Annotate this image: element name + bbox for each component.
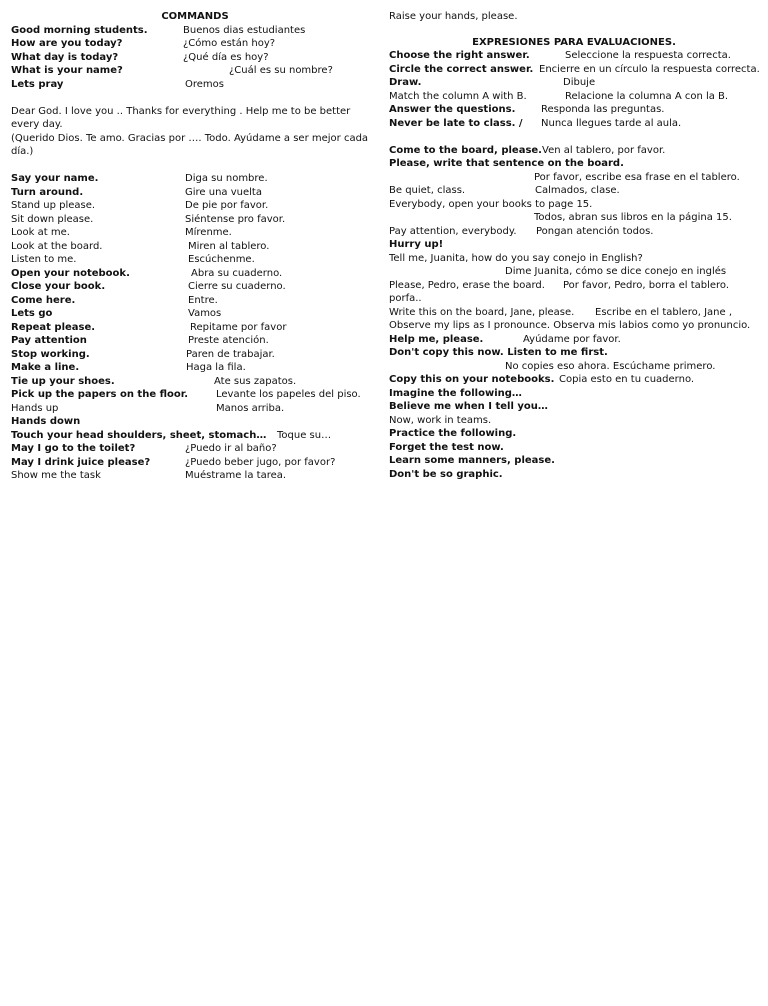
- command-en: Show me the task: [11, 470, 101, 481]
- command-es: ¿Puedo ir al baño?: [185, 443, 277, 454]
- erase-es: Por favor, Pedro, borra el tablero.: [563, 279, 730, 291]
- evaluation-en: Choose the right answer.: [389, 50, 530, 61]
- evaluation-es: Nunca llegues tarde al aula.: [541, 117, 682, 129]
- dont-copy-es: No copies eso ahora. Escúchame primero.: [505, 360, 716, 372]
- command-row: [11, 280, 379, 294]
- command-es: Levante los papeles del piso.: [216, 389, 361, 400]
- command-en: Open your notebook.: [11, 267, 130, 279]
- write-board-row: [389, 306, 759, 320]
- command-es: Paren de trabajar.: [186, 348, 275, 360]
- command-es: Toque su…: [277, 429, 332, 441]
- command-row: [11, 442, 379, 456]
- quiet-row: [389, 184, 759, 198]
- command-en: Look at me.: [11, 227, 70, 238]
- erase-en: Please, Pedro, erase the board.: [389, 279, 545, 291]
- tail-line: Practice the following.: [389, 428, 517, 439]
- come-board-row: [389, 144, 759, 158]
- erase-row: [389, 279, 759, 293]
- command-row: [11, 307, 379, 321]
- pay-attention-row: [389, 225, 759, 239]
- command-row: [11, 388, 379, 402]
- command-en: May I drink juice please?: [11, 456, 151, 468]
- erase-continued: porfa..: [389, 293, 422, 304]
- command-es: Haga la fila.: [186, 362, 246, 373]
- evaluation-row: [389, 90, 759, 104]
- command-row: [11, 253, 379, 267]
- command-en: Pick up the papers on the floor.: [11, 389, 189, 400]
- commands-heading: COMMANDS: [161, 11, 229, 22]
- write-board-es: Escribe en el tablero, Jane ,: [595, 306, 732, 318]
- copy-notebooks-en: Copy this on your notebooks.: [389, 374, 555, 385]
- tell-me-es: Dime Juanita, cómo se dice conejo en inglés: [505, 266, 727, 277]
- command-en: May I go to the toilet?: [11, 443, 136, 454]
- command-row: [11, 213, 379, 227]
- pay-attention-en: Pay attention, everybody.: [389, 225, 517, 237]
- help-en: Help me, please.: [389, 333, 484, 345]
- evaluation-es: Encierre en un círculo la respuesta correcta.: [539, 63, 760, 75]
- evaluation-row: [389, 103, 759, 117]
- greeting-en: Good morning students.: [11, 24, 148, 36]
- evaluation-row: [389, 76, 759, 90]
- command-es: Muéstrame la tarea.: [185, 470, 287, 481]
- command-row: [11, 456, 379, 470]
- command-es: Manos arriba.: [216, 402, 285, 414]
- evaluation-en: Never be late to class. /: [389, 117, 523, 129]
- tail-line: Imagine the following…: [389, 387, 522, 399]
- greeting-row: [11, 51, 379, 65]
- greeting-es: ¿Cómo están hoy?: [183, 38, 276, 49]
- greeting-es: ¿Cuál es su nombre?: [229, 65, 333, 76]
- command-row: [11, 469, 379, 483]
- command-es: Mírenme.: [185, 227, 232, 238]
- greeting-en: Lets pray: [11, 78, 64, 90]
- command-es: Gire una vuelta: [185, 186, 262, 198]
- command-en: Listen to me.: [11, 254, 77, 265]
- raise-hands: Raise your hands, please.: [389, 11, 518, 22]
- tail-line: Now, work in teams.: [389, 414, 492, 426]
- evaluation-es: Dibuje: [563, 77, 596, 88]
- command-es: Entre.: [188, 294, 218, 306]
- help-es: Ayúdame por favor.: [523, 333, 621, 345]
- tail-line: Forget the test now.: [389, 441, 504, 453]
- help-row: [389, 333, 759, 347]
- evaluation-en: Match the column A with B.: [389, 90, 527, 102]
- command-es: Escúchenme.: [188, 254, 255, 265]
- command-es: Miren al tablero.: [188, 240, 270, 252]
- command-row: [11, 186, 379, 200]
- command-en: Close your book.: [11, 281, 106, 292]
- command-es: De pie por favor.: [185, 200, 269, 211]
- evaluation-row: [389, 117, 759, 131]
- command-row: [11, 375, 379, 389]
- greeting-en: What is your name?: [11, 65, 123, 76]
- tell-me-en: Tell me, Juanita, how do you say conejo in English?: [389, 252, 643, 264]
- command-en: Stand up please.: [11, 200, 96, 211]
- command-row: [11, 415, 379, 429]
- observe-lips-line: [389, 319, 759, 333]
- write-sentence-es-row: [389, 171, 759, 185]
- evaluation-en: Draw.: [389, 77, 422, 88]
- greeting-en: How are you today?: [11, 38, 123, 49]
- command-row: [11, 429, 379, 443]
- command-en: Tie up your shoes.: [11, 375, 115, 387]
- tail-line: Believe me when I tell you…: [389, 401, 548, 412]
- greeting-row: [11, 64, 379, 78]
- command-en: Pay attention: [11, 335, 87, 346]
- open-books-es: Todos, abran sus libros en la página 15.: [534, 212, 732, 223]
- copy-notebooks-row: [389, 373, 759, 387]
- evaluation-row: [389, 49, 759, 63]
- command-en: Repeat please.: [11, 321, 96, 333]
- open-books-en: Everybody, open your books to page 15.: [389, 198, 593, 210]
- quiet-es: Calmados, clase.: [535, 185, 620, 196]
- evaluation-es: Seleccione la respuesta correcta.: [565, 50, 731, 61]
- write-sentence-en: Please, write that sentence on the board.: [389, 158, 624, 169]
- greeting-row: [11, 24, 379, 38]
- left-column: [11, 10, 379, 483]
- command-es: Preste atención.: [188, 335, 269, 346]
- come-board-es: Ven al tablero, por favor.: [542, 144, 666, 156]
- command-en: Hands down: [11, 416, 81, 427]
- command-es: Diga su nombre.: [185, 173, 268, 184]
- tail-line: Learn some manners, please.: [389, 455, 555, 466]
- command-es: Repitame por favor: [190, 321, 287, 333]
- command-es: Ate sus zapatos.: [214, 375, 297, 387]
- observe-lips-es: Observa mis labios como yo pronuncio.: [553, 320, 751, 331]
- write-board-en: Write this on the board, Jane, please.: [389, 306, 575, 318]
- right-column: [389, 10, 759, 481]
- command-row: [11, 294, 379, 308]
- command-es: Vamos: [188, 308, 222, 319]
- evaluation-en: Answer the questions.: [389, 104, 516, 115]
- evaluation-row: [389, 63, 759, 77]
- dont-copy-es-row: [389, 360, 759, 374]
- evaluation-en: Circle the correct answer.: [389, 63, 534, 75]
- command-row: [11, 267, 379, 281]
- command-es: Abra su cuaderno.: [191, 267, 283, 279]
- command-row: [11, 402, 379, 416]
- tail-line: Don't be so graphic.: [389, 468, 503, 480]
- command-es: Siéntense pro favor.: [185, 213, 286, 225]
- greeting-row: [11, 78, 379, 92]
- command-en: Look at the board.: [11, 240, 103, 252]
- quiet-en: Be quiet, class.: [389, 185, 466, 196]
- command-en: Make a line.: [11, 362, 80, 373]
- greeting-en: What day is today?: [11, 51, 119, 63]
- observe-lips-en: Observe my lips as I pronounce.: [389, 320, 551, 331]
- greeting-es: ¿Qué día es hoy?: [183, 51, 269, 63]
- command-es: Cierre su cuaderno.: [188, 281, 286, 292]
- command-row: [11, 199, 379, 213]
- evaluation-es: Relacione la columna A con la B.: [565, 90, 729, 102]
- command-row: [11, 361, 379, 375]
- command-en: Say your name.: [11, 173, 99, 184]
- come-board-en: Come to the board, please.: [389, 144, 542, 156]
- greeting-es: Buenos dias estudiantes: [183, 24, 306, 36]
- pay-attention-es: Pongan atención todos.: [536, 225, 654, 237]
- tell-me-es-row: [389, 265, 759, 279]
- evaluation-es: Responda las preguntas.: [541, 104, 665, 115]
- command-en: Hands up: [11, 402, 59, 414]
- open-books-es-row: [389, 211, 759, 225]
- commands-list: [11, 172, 379, 483]
- command-row: [11, 348, 379, 362]
- greeting-es: Oremos: [185, 78, 224, 90]
- prayer-spanish: (Querido Dios. Te amo. Gracias por …. Todo. Ayúdame a ser mejor cada día.): [11, 132, 369, 157]
- command-es: ¿Puedo beber jugo, por favor?: [185, 456, 336, 468]
- greetings-list: [11, 24, 379, 92]
- command-en: Turn around.: [11, 186, 84, 198]
- command-row: [11, 240, 379, 254]
- command-en: Come here.: [11, 294, 76, 306]
- command-row: [11, 321, 379, 335]
- evaluation-list: [389, 49, 759, 130]
- write-sentence-es: Por favor, escribe esa frase en el tablero.: [534, 171, 740, 183]
- evaluation-heading: EXPRESIONES PARA EVALUACIONES.: [472, 36, 676, 48]
- prayer-english: Dear God. I love you .. Thanks for everything . Help me to be better every day.: [11, 105, 351, 130]
- command-en: Touch your head shoulders, sheet, stomach…: [11, 429, 267, 441]
- command-row: [11, 172, 379, 186]
- command-row: [11, 334, 379, 348]
- greeting-row: [11, 37, 379, 51]
- command-en: Lets go: [11, 308, 53, 319]
- hurry-up: Hurry up!: [389, 239, 444, 250]
- command-en: Sit down please.: [11, 213, 94, 225]
- dont-copy-en: Don't copy this now. Listen to me first.: [389, 347, 608, 358]
- command-row: [11, 226, 379, 240]
- copy-notebooks-es: Copia esto en tu cuaderno.: [559, 374, 695, 385]
- command-en: Stop working.: [11, 348, 90, 360]
